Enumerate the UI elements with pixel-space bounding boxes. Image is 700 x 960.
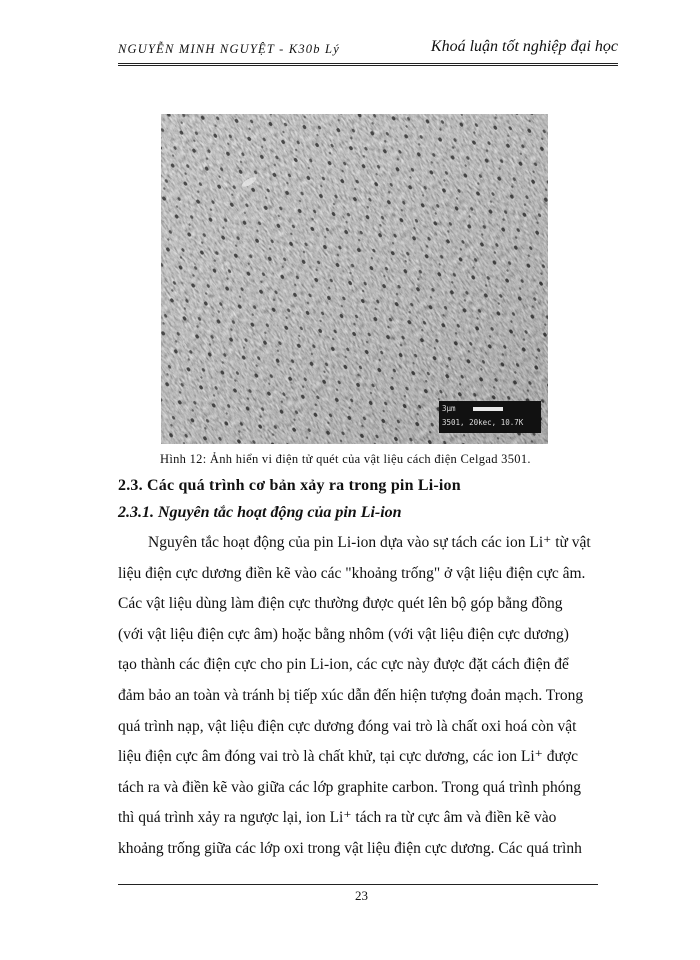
paragraph-line: Các vật liệu dùng làm điện cực thường được quét lên bộ góp bằng đồng <box>118 595 563 613</box>
paragraph-line: khoảng trống giữa các lớp oxi trong vật liệu điện cực dương. Các quá trình <box>118 839 582 857</box>
paragraph-line: thì quá trình xảy ra ngược lại, ion Li⁺ tách ra từ cực âm và điền kẽ vào <box>118 809 557 827</box>
paragraph-line: liệu điện cực âm đóng vai trò là chất khử, tại cực dương, các ion Li⁺ được <box>118 748 578 766</box>
paragraph-line: đảm bảo an toàn và tránh bị tiếp xúc dẫn đến hiện tượng đoản mạch. Trong <box>118 686 584 704</box>
paragraph-line: (với vật liệu điện cực âm) hoặc bằng nhôm (với vật liệu điện cực dương) <box>118 625 569 643</box>
scale-bar-info: 3501, 20kec, 10.7K <box>442 418 524 427</box>
paragraph-line: tách ra và điền kẽ vào giữa các lớp graphite carbon. Trong quá trình phóng <box>118 778 581 796</box>
header-author: NGUYỄN MINH NGUYỆT - K30b Lý <box>118 42 340 56</box>
header-thesis-title: Khoá luận tốt nghiệp đại học <box>430 38 618 55</box>
paragraph-line: tạo thành các điện cực cho pin Li-ion, các cực này được đặt cách điện để <box>118 656 569 674</box>
sem-texture <box>161 114 548 444</box>
paragraph-line: Nguyên tắc hoạt động của pin Li-ion dựa vào sự tách các ion Li⁺ từ vật <box>148 534 591 551</box>
section-heading: 2.3. Các quá trình cơ bản xảy ra trong pin Li-ion <box>118 477 461 494</box>
body-paragraph <box>118 528 618 865</box>
scale-bar-label: 3μm <box>442 404 456 413</box>
sem-micrograph <box>161 114 548 444</box>
scale-bar-line <box>473 407 503 411</box>
page-header <box>118 38 618 64</box>
scale-bar <box>439 401 541 433</box>
header-rule <box>118 63 618 66</box>
footer-rule <box>118 884 598 885</box>
page-number: 23 <box>355 888 368 903</box>
paragraph-line: quá trình nạp, vật liệu điện cực dương đóng vai trò là chất oxi hoá còn vật <box>118 717 577 735</box>
subsection-heading: 2.3.1. Nguyên tắc hoạt động của pin Li-ion <box>118 504 402 521</box>
figure-caption: Hình 12: Ảnh hiển vi điện tử quét của vật liệu cách điện Celgad 3501. <box>160 452 531 466</box>
paragraph-line: liệu điện cực dương điền kẽ vào các "khoảng trống" ở vật liệu điện cực âm. <box>118 564 586 582</box>
